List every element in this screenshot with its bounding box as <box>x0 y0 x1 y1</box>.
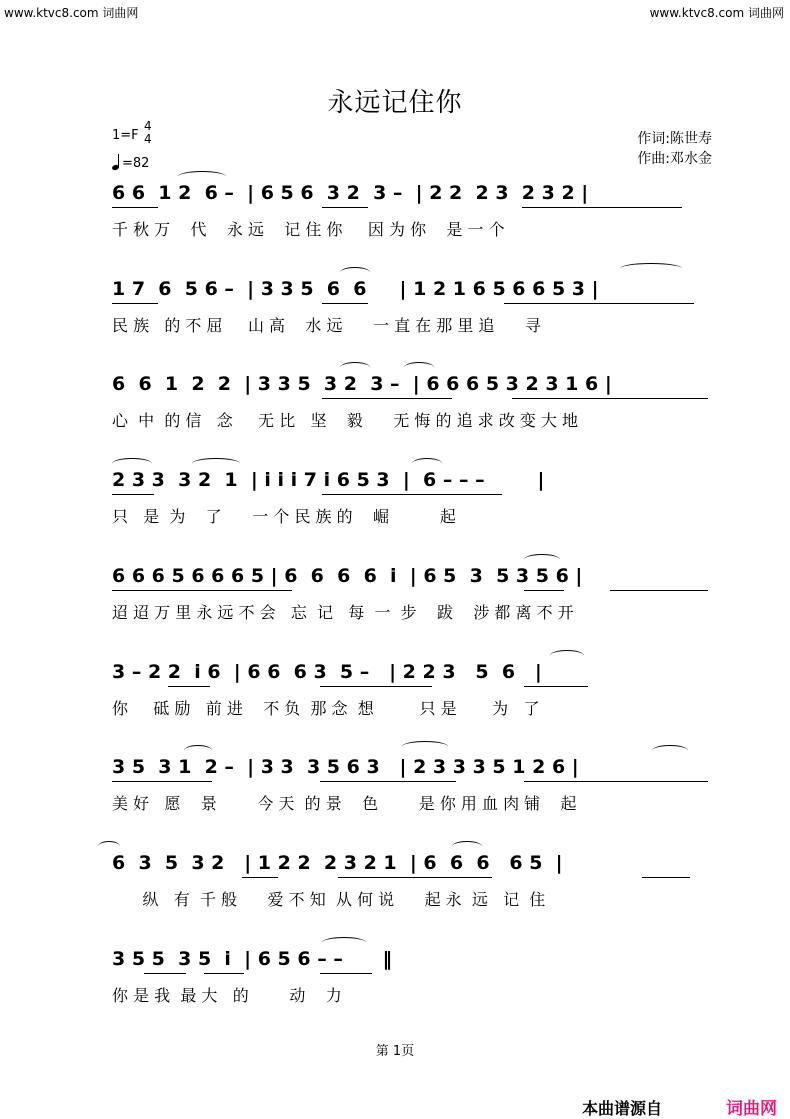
time-signature-top: 4 <box>144 119 152 133</box>
slur <box>524 554 560 565</box>
notation-line: 3 – 2 2 i 6 | 6 6 6 3 5 – | 2 2 3 5 6 | <box>112 661 542 683</box>
slur <box>652 745 688 756</box>
beam-underline <box>168 686 210 687</box>
brand-logo: 词曲网 <box>726 1099 777 1119</box>
beam-underline <box>112 494 154 495</box>
slur <box>404 362 434 373</box>
slur <box>620 263 682 274</box>
beam-underline <box>504 303 694 304</box>
composer-credit: 作曲:邓水金 <box>637 151 712 167</box>
lyricist-credit: 作词:陈世寿 <box>637 131 712 147</box>
beam-underline <box>524 590 564 591</box>
slur <box>322 937 366 948</box>
lyrics-line: 迢 迢 万 里 永 远 不 会 忘 记 每 一 步 跋 涉 都 离 不 开 <box>112 603 574 622</box>
score-system-9 <box>112 939 720 1019</box>
tempo-marking <box>112 154 149 171</box>
beam-underline <box>242 877 278 878</box>
beam-underline <box>112 590 292 591</box>
lyrics-line: 美 好 愿 景 今 天 的 景 色 是 你 用 血 肉 铺 起 <box>112 794 577 813</box>
beam-underline <box>112 207 158 208</box>
lyrics-line: 只 是 为 了 一 个 民 族 的 崛 起 <box>112 507 456 526</box>
score-system-3 <box>112 364 720 444</box>
score-system-4 <box>112 460 720 540</box>
beam-underline <box>320 686 432 687</box>
beam-underline <box>524 686 588 687</box>
source-label: 本曲谱源自 <box>582 1099 663 1118</box>
beam-underline <box>322 303 368 304</box>
slur <box>452 841 482 852</box>
slur <box>112 458 152 469</box>
lyrics-line: 你 砥 励 前 进 不 负 那 念 想 只 是 为 了 <box>112 699 540 718</box>
score-system-7 <box>112 747 720 827</box>
slur <box>192 458 240 469</box>
slur <box>340 267 370 278</box>
notation-line: 6 6 1 2 6 – | 6 5 6 3 2 3 – | 2 2 2 3 2 3 2 | <box>112 182 589 204</box>
tempo-value: =82 <box>122 156 150 171</box>
notation-line: 1 7 6 5 6 – | 3 3 5 6 6 | 1 2 1 6 5 6 6 5 3 | <box>112 278 599 300</box>
score-system-6 <box>112 652 720 732</box>
score-system-5 <box>112 556 720 636</box>
score-system-1 <box>112 173 720 253</box>
watermark-right: www.ktvc8.com 词曲网 <box>649 6 784 20</box>
lyrics-line: 纵 有 千 般 爱 不 知 从 何 说 起 永 远 记 住 <box>112 890 546 909</box>
score-system-2 <box>112 269 720 349</box>
beam-underline <box>112 303 158 304</box>
beam-underline <box>338 877 492 878</box>
beam-underline <box>610 590 708 591</box>
lyrics-line: 千 秋 万 代 永 远 记 住 你 因 为 你 是 一 个 <box>112 220 505 239</box>
beam-underline <box>322 398 452 399</box>
beam-underline <box>112 781 212 782</box>
slur <box>402 741 448 752</box>
lyrics-line: 心 中 的 信 念 无 比 坚 毅 无 悔 的 追 求 改 变 大 地 <box>112 411 579 430</box>
song-title: 永远记住你 <box>327 88 463 118</box>
notation-line: 6 6 1 2 2 | 3 3 5 3 2 3 – | 6 6 6 5 3 2 3 1 6 | <box>112 373 612 395</box>
beam-underline <box>144 973 186 974</box>
quarter-note-icon <box>112 154 122 170</box>
time-signature-bottom: 4 <box>144 132 152 146</box>
watermark-left: www.ktvc8.com 词曲网 <box>4 6 139 20</box>
slur <box>412 458 442 469</box>
beam-underline <box>320 973 372 974</box>
beam-underline <box>524 781 708 782</box>
slur <box>178 171 226 182</box>
lyrics-line: 民 族 的 不 屈 山 高 水 远 一 直 在 那 里 追 寻 <box>112 316 541 335</box>
lyrics-line: 你 是 我 最 大 的 动 力 <box>112 986 342 1005</box>
slur <box>340 362 370 373</box>
score-system-8 <box>112 843 720 923</box>
slur <box>550 650 584 661</box>
time-signature <box>144 120 152 146</box>
page-number: 第 1页 <box>375 1044 415 1059</box>
notation-line: 2 3 3 3 2 1 | i i i 7 i 6 5 3 | 6 – – – | <box>112 469 545 491</box>
slur <box>98 841 120 852</box>
beam-underline <box>512 398 708 399</box>
key-signature: 1=F <box>112 128 139 143</box>
notation-line: 3 5 5 3 5 i | 6 5 6 – – ‖ <box>112 948 393 970</box>
beam-underline <box>642 877 690 878</box>
beam-underline <box>320 781 456 782</box>
slur <box>184 745 212 756</box>
beam-underline <box>322 207 368 208</box>
notation-line: 6 6 6 5 6 6 6 5 | 6 6 6 6 i | 6 5 3 5 3 5 6 | <box>112 565 583 587</box>
beam-underline <box>522 207 682 208</box>
beam-underline <box>204 973 244 974</box>
notation-line: 6 3 5 3 2 | 1 2 2 2 3 2 1 | 6 6 6 6 5 | <box>112 852 563 874</box>
beam-underline <box>322 494 502 495</box>
notation-line: 3 5 3 1 2 – | 3 3 3 5 6 3 | 2 3 3 3 5 1 2 6 | <box>112 756 579 778</box>
